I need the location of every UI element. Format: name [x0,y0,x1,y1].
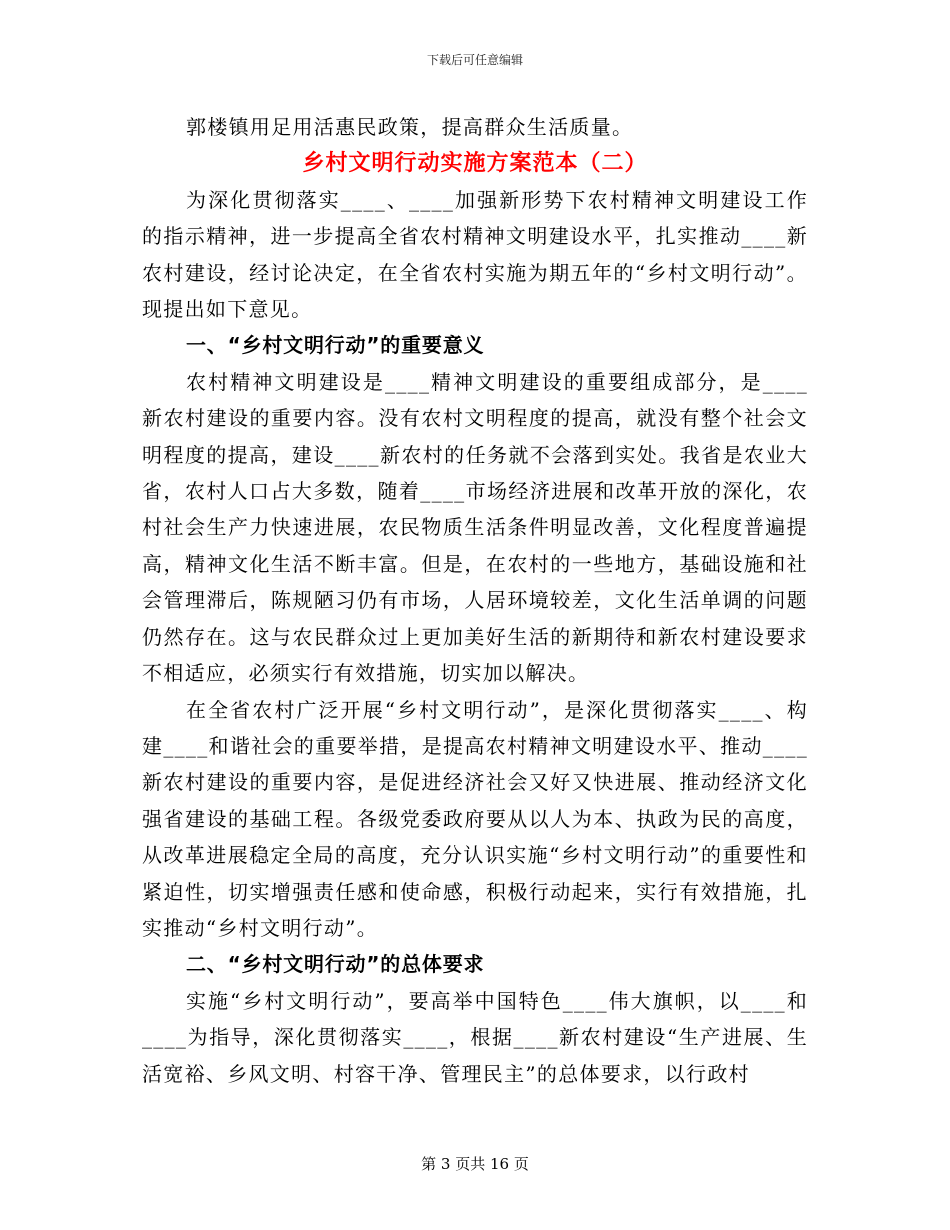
page-header: 下载后可任意编辑 [426,53,523,67]
paragraph-requirements: 实施“乡村文明行动”，要高举中国特色____伟大旗帜，以____和____为指导，深化贯彻落实____，根据____新农村建设“生产进展、生活宽裕、乡风文明、村容干净、管理民主”的总体要求，以行政村 [142,988,808,1086]
section-heading-1: 一、“乡村文明行动”的重要意义 [186,333,485,358]
page-number: 第 3 页共 16 页 [421,1155,529,1173]
paragraph-campaign: 在全省农村广泛开展“乡村文明行动”，是深化贯彻落实____、构建____和谐社会的重要举措，是提高农村精神文明建设水平、推动____新农村建设的重要内容，是促进经济社会又好又快进展、推动经济文化强省建设的基础工程。各级党委政府要从以人为本、执政为民的高度，从改革进展稳定全局的高度，充分认识实施“乡村文明行动”的重要性和紧迫性，切实增强责任感和使命感，积极行动起来，实行有效措施，扎实推动“乡村文明行动”。 [142,697,808,940]
paragraph-significance: 农村精神文明建设是____精神文明建设的重要组成部分，是____新农村建设的重要内容。没有农村文明程度的提高，就没有整个社会文明程度的提高，建设____新农村的任务就不会落到实处。我省是农业大省，农村人口占大多数，随着____市场经济进展和改革开放的深化，农村社会生产力快速进展，农民物质生活条件明显改善，文化程度普遍提高，精神文化生活不断丰富。但是，在农村的一些地方，基础设施和社会管理滞后，陈规陋习仍有市场，人居环境较差，文化生活单调的问题仍然存在。这与农民群众过上更加美好生活的新期待和新农村建设要求不相适应，必须实行有效措施，切实加以解决。 [142,369,808,686]
document-title: 乡村文明行动实施方案范本（二） [302,150,648,177]
document-body [142,109,808,1092]
section-heading-2: 二、“乡村文明行动”的总体要求 [186,952,485,977]
paragraph-continuation: 郭楼镇用足用活惠民政策，提高群众生活质量。 [186,115,634,139]
paragraph-intro: 为深化贯彻落实____、____加强新形势下农村精神文明建设工作的指示精神，进一步提高全省农村精神文明建设水平，扎实推动____新农村建设，经讨论决定，在全省农村实施为期五年的“乡村文明行动”。现提出如下意见。 [142,187,808,322]
